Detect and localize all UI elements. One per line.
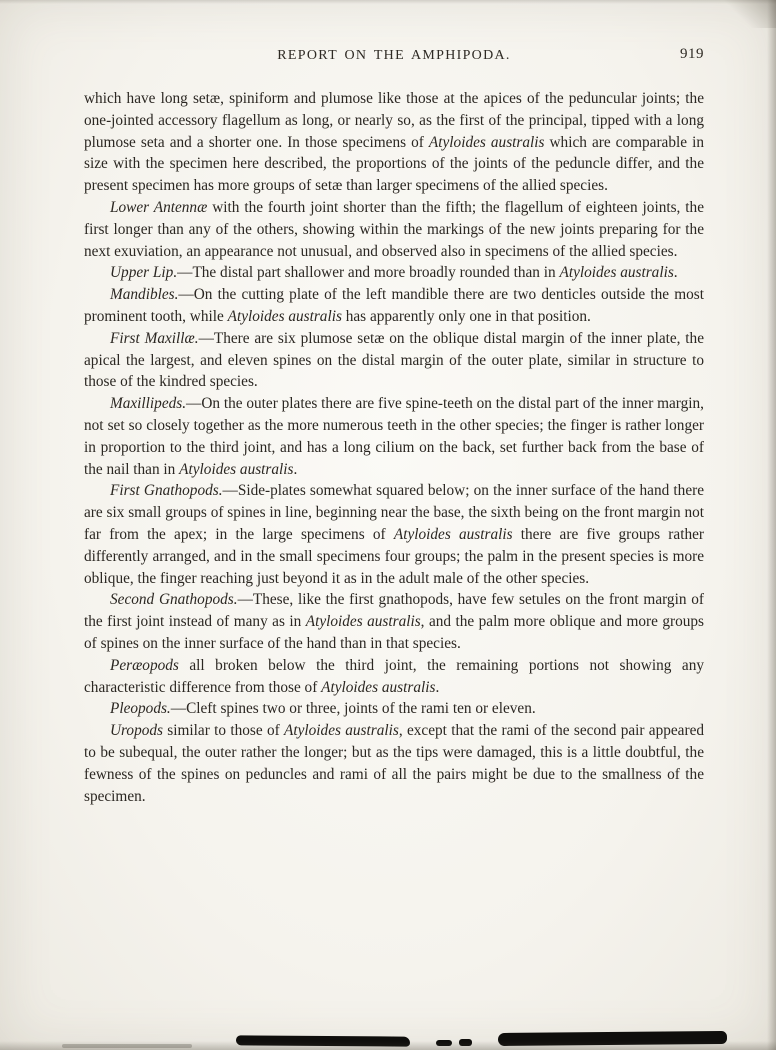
text-segment: there are five groups rather differently arranged, and in the small specimens four groups; the palm in the present species is more oblique, the finger reaching just beyond it as in the adult male of the other species. — [84, 525, 704, 587]
italic-term: First Maxillæ. — [110, 329, 199, 347]
page-edge-shadow-bottom — [0, 1041, 776, 1050]
italic-term: Upper Lip. — [110, 264, 178, 282]
text-column — [84, 46, 704, 807]
page-edge-shadow-top — [0, 0, 776, 4]
italic-term: Uropods — [110, 722, 163, 740]
italic-term: Mandibles. — [110, 286, 179, 304]
text-segment: which are comparable in size with the specimen here described, the proportions of the joints of the peduncle differ, and the present specimen has more groups of setæ than larger specimens of the allied species. — [84, 133, 704, 195]
text-segment: —Cleft spines two or three, joints of the rami ten or eleven. — [170, 700, 536, 718]
italic-term: Lower Antennæ — [110, 198, 208, 216]
text-segment: , and the palm more oblique and more groups of spines on the inner surface of the hand than in that species. — [84, 613, 704, 652]
page-number: 919 — [680, 46, 704, 62]
paragraph — [84, 197, 704, 262]
paragraph — [84, 284, 704, 328]
paragraph — [84, 88, 704, 197]
paragraph — [84, 589, 704, 654]
paragraph — [84, 262, 704, 284]
italic-term: Maxillipeds. — [110, 395, 187, 413]
paragraph — [84, 655, 704, 699]
text-segment: —These, like the first gnathopods, have few setules on the front margin of the first joint instead of many as in — [84, 591, 704, 631]
text-segment: . — [293, 460, 298, 478]
page-corner-shadow — [718, 0, 776, 28]
italic-term: Atyloides australis — [393, 525, 513, 543]
italic-term: Atyloides australis — [179, 460, 294, 478]
text-segment: similar to those of — [162, 722, 285, 740]
page-body — [84, 88, 704, 807]
italic-term: Atyloides australis — [559, 264, 674, 282]
paragraph — [84, 393, 704, 480]
italic-term: Atyloides australis — [284, 722, 399, 740]
italic-term: Peræopods — [110, 656, 179, 674]
text-segment: —There are six plumose setæ on the oblique distal margin of the inner plate, the apical the largest, and eleven spines on the distal margin of the outer plate, similar in structure to those of the kindred species. — [84, 329, 704, 391]
italic-term: First Gnathopods. — [110, 482, 223, 500]
text-segment: , except that the rami of the second pair appeared to be subequal, the outer rather the longer; but as the tips were damaged, this is a little doubtful, the fewness of the spines on peduncles and rami of all the pairs might be due to the smallness of the specimen. — [84, 722, 705, 805]
text-segment: . — [435, 678, 440, 696]
text-segment: . — [673, 264, 678, 282]
italic-term: Pleopods. — [110, 700, 171, 718]
page-edge-shadow-right — [767, 0, 776, 1050]
italic-term: Atyloides australis — [321, 678, 436, 696]
text-segment: has apparently only one in that position. — [341, 307, 591, 325]
text-segment: all broken below the third joint, the remaining portions not showing any characteristic difference from those of — [84, 656, 704, 696]
paragraph — [84, 480, 704, 589]
text-segment: —The distal part shallower and more broadly rounded than in — [177, 264, 560, 282]
text-segment: —Side-plates somewhat squared below; on the inner surface of the hand there are six small groups of spines in line, beginning near the base, the sixth being on the front margin not far from the apex; in the large specimens of — [84, 482, 704, 543]
italic-term: Atyloides australis — [305, 613, 421, 631]
paragraph — [84, 698, 704, 720]
text-segment: which have long setæ, spiniform and plumose like those at the apices of the peduncular joints; the one-jointed accessory flagellum as long, or nearly so, as the first of the principal, tipped with a long plumose seta and a shorter one. In those specimens of — [84, 90, 704, 151]
running-title: REPORT ON THE AMPHIPODA. — [277, 48, 511, 63]
paragraph — [84, 720, 704, 807]
text-segment: with the fourth joint shorter than the fifth; the flagellum of eighteen joints, the first longer than any of the others, showing within the markings of the new joints preparing for the next exuviation, an appearance not unusual, and observed also in specimens of the allied species. — [84, 198, 704, 260]
text-segment: —On the cutting plate of the left mandible there are two denticles outside the most prominent tooth, while — [84, 286, 704, 325]
text-segment: —On the outer plates there are five spine-teeth on the distal part of the inner margin, not set so closely together as the more numerous teeth in the other species; the finger is rather longer in proportion to the third joint, and has a long cilium on the back, set further back from the base of the nail than in — [84, 395, 704, 478]
italic-term: Atyloides australis — [227, 307, 342, 325]
page-header — [84, 46, 704, 66]
italic-term: Atyloides australis — [428, 133, 545, 151]
paragraph — [84, 328, 704, 393]
italic-term: Second Gnathopods. — [110, 591, 238, 609]
